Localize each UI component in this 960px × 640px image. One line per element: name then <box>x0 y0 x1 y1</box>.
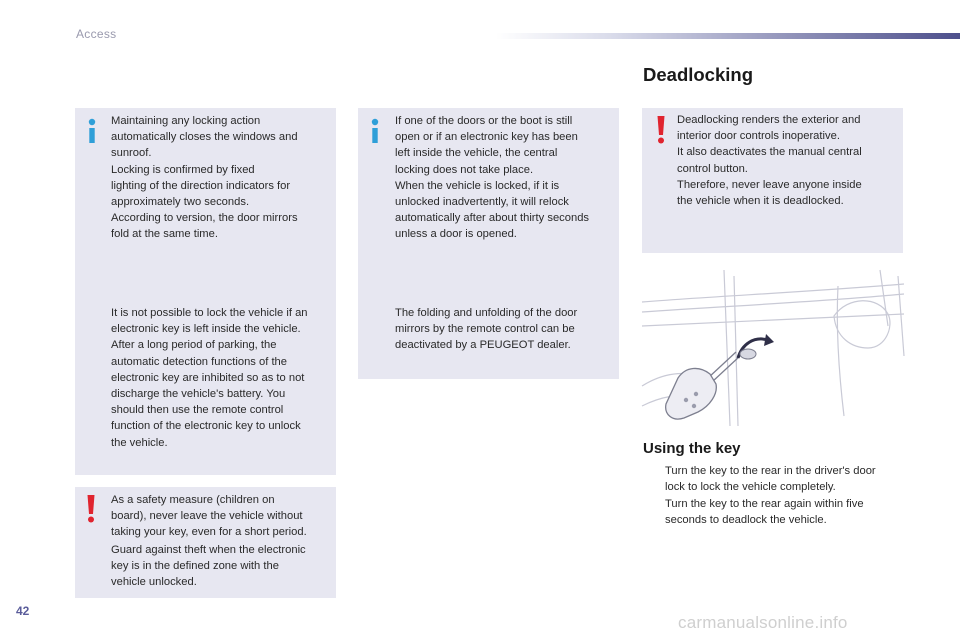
info-icon <box>86 118 98 144</box>
using-key-title: Using the key <box>643 440 741 457</box>
info-text-electronic-key: It is not possible to lock the vehicle if an electronic key is left inside the vehicle. After a long period of parking, the automatic detection functions of the electronic key are inhibited so as to not discharge the vehicle's battery. You should then use the remote control function of the electronic key to unlock the vehicle. <box>111 307 308 449</box>
info-text-locking: Maintaining any locking action automatically closes the windows and sunroof. Locking is confirmed by fixed lighting of the direction indicators for approximately two seconds. According to version, the door mirrors fold at the same time. <box>111 115 298 241</box>
section-title: Access <box>76 27 117 41</box>
key-in-door-lock-illustration <box>638 266 906 434</box>
page-number: 42 <box>16 604 30 618</box>
list-item-text: Turn the key to the rear in the driver's door lock to lock the vehicle completely. <box>665 465 876 494</box>
list-item <box>645 496 905 530</box>
warning-icon <box>86 495 96 523</box>
info-panel-left <box>75 108 336 475</box>
warning-text-safety: As a safety measure (children on board), never leave the vehicle without taking your key, even for a short period. <box>111 494 307 539</box>
info-panel-middle <box>358 108 619 379</box>
warning-panel-safety <box>75 487 336 598</box>
watermark-text: carmanualsonline.info <box>678 613 848 632</box>
info-icon <box>369 118 381 144</box>
list-item-text: Turn the key to the rear again within five seconds to deadlock the vehicle. <box>665 498 864 527</box>
header-gradient-bar <box>496 33 960 39</box>
list-item <box>645 463 905 497</box>
deadlocking-title: Deadlocking <box>643 64 753 85</box>
warning-text-theft: Guard against theft when the electronic key is in the defined zone with the vehicle unlocked. <box>111 544 306 589</box>
info-text-door-mirrors: The folding and unfolding of the door mirrors by the remote control can be deactivated by a PEUGEOT dealer. <box>395 307 578 352</box>
info-text-central-locking: If one of the doors or the boot is still open or if an electronic key has been left inside the vehicle, the central locking does not take place. When the vehicle is locked, if it is unlocked inadvertently, it will relock automatically after about thirty seconds unless a door is opened. <box>395 115 590 241</box>
warning-panel-deadlocking <box>642 108 903 253</box>
warning-text-deadlocking: Deadlocking renders the exterior and interior door controls inoperative. It also deactivates the manual central control button. Therefore, never leave anyone inside the vehicle when it is deadlocked. <box>677 114 862 208</box>
warning-icon <box>656 116 666 144</box>
